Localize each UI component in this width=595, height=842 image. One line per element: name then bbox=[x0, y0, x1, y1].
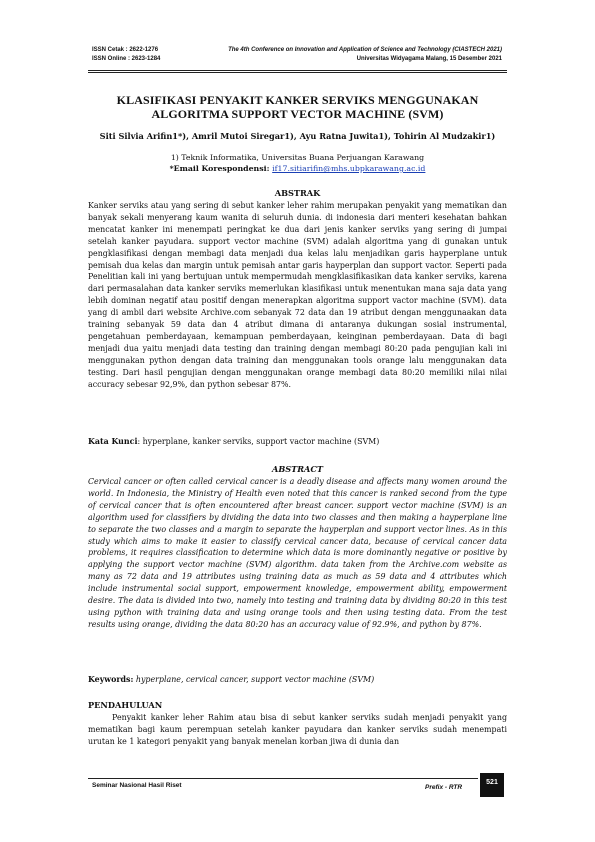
affiliation bbox=[88, 152, 507, 174]
keywords-label: Keywords: bbox=[88, 675, 134, 684]
kata-kunci bbox=[88, 437, 507, 446]
header-rule bbox=[88, 70, 507, 71]
keywords bbox=[88, 675, 507, 684]
header-rule-second bbox=[88, 72, 507, 73]
paper-title bbox=[88, 93, 507, 121]
kata-kunci-text: : hyperplane, kanker serviks, support vactor machine (SVM) bbox=[137, 437, 380, 446]
kata-kunci-label: Kata Kunci bbox=[88, 437, 138, 446]
footer-prefix: Prefix - RTR bbox=[425, 784, 463, 791]
title-line-2: ALGORITMA SUPPORT VECTOR MACHINE (SVM) bbox=[151, 107, 444, 121]
footer-rule bbox=[88, 778, 478, 779]
email-link[interactable]: if17.sitiarifin@mhs.ubpkarawang.ac.id bbox=[272, 164, 426, 173]
abstract-text: Cervical cancer or often called cervical cancer is a deadly disease and affects many women around the world. In Indonesia, the Ministry of Health even noted that this cancer is ranked second from the type of cervical cancer that is often encountered after breast cancer. support vector machine (SVM) is an algorithm used for classifiers by dividing the data into two classes and then making a hayperplane line to separate the two classes and a margin to separate the hayperplan and support vector lines. As in this study which aims to make it easier to classify cervical cancer data, because of cervical cancer data problems, it requires classification to determine which data is more dominantly negative or positive by applying the support vector machine (SVM) algorithm. data taken from the Archive.com website as many as 72 data and 19 attributes using training data as much as 59 data and 4 attributes which include instrumental social support, empowerment knowledge, empowerment ability, empowerment desire. The data is divided into two, namely into testing and training data by dividing 80:20 in this test using python with training data and using orange tools and then using testing data. From the test results using orange, dividing the data 80:20 has an accuracy value of 92.9%, and python by 87%. bbox=[88, 477, 507, 629]
pendahuluan-text: Penyakit kanker leher Rahim atau bisa di sebut kanker serviks sudah menjadi penyakit yang mematikan bagi kaum perempuan setelah kanker payudara dan kanker serviks sudah menempati urutan ke 1 kategori penyakit yang banyak menelan korban jiwa di dunia dan bbox=[88, 713, 507, 746]
conference-name: The 4th Conference on Innovation and Application of Science and Technology (CIASTECH 2021) bbox=[228, 47, 502, 53]
title-line-1: KLASIFIKASI PENYAKIT KANKER SERVIKS MENGGUNAKAN bbox=[116, 93, 479, 107]
conference-block bbox=[228, 46, 502, 64]
abstrak-text: Kanker serviks atau yang sering di sebut kanker leher rahim merupakan penyakit yang mematikan dan banyak sekali menyerang kaum wanita di seluruh dunia. di indonesia dari menteri kesehatan bahkan mencatat kanker ini menempati peringkat ke dua dari jenis kanker serviks yang sering di jumpai setelah kanker payudara. support vector machine (SVM) adalah algoritma yang di gunakan untuk pengklasifikasi dengan membagi data menjadi dua kelas lalu menjadikan garis hayperplane untuk pemisah dua kelas dan margin untuk pemisah antar garis hayperplan dan support vactor. Seperti pada Penelitian kali ini yang bertujuan untuk mempermudah mengklasifikasikan data kanker serviks, karena dari permasalahan data kanker serviks memerlukan klasifikasi untuk menentukan mana saja data yang lebih dominan negatif atau positif dengan menerapkan algoritma support vactor machine (SVM). data yang di ambil dari website Archive.com sebanyak 72 data dan 19 atribut dengan menggunaakan data training sebanyak 59 data dan 4 atribut dimana di antaranya dukungan sosial instrumental, pengetahuan pemberdayaan, kemampuan pemberdayaan, keinginan pemberdayaan. Data di bagi menjadi dua yaitu menjadi data testing dan training dengan membagi 80:20 pada pengujian kali ini menggunakan python dengan data training dan menggunakan tools orange lalu menggunakan data testing. Dari hasil pengujian dengan menggunakan orange membagi data 80:20 memiliki nilai nilai accuracy sebesar 92,9%, dan python sebesar 87%. bbox=[88, 201, 507, 389]
issn-cetak: ISSN Cetak : 2622-1276 bbox=[92, 47, 159, 53]
correspondence bbox=[88, 163, 507, 174]
institution: 1) Teknik Informatika, Universitas Buana Perjuangan Karawang bbox=[170, 153, 425, 162]
conference-venue: Universitas Widyagama Malang, 15 Desember 2021 bbox=[356, 56, 502, 62]
footer-seminar: Seminar Nasional Hasil Riset bbox=[92, 782, 182, 789]
issn-online: ISSN Online : 2623-1284 bbox=[92, 56, 161, 62]
issn-block bbox=[92, 46, 160, 64]
abstract-body bbox=[88, 476, 507, 631]
author-list: Siti Silvia Arifin1*), Amril Mutoi Siregar1), Ayu Ratna Juwita1), Tohirin Al Mudzakir1) bbox=[99, 131, 496, 141]
page-number: 521 bbox=[480, 773, 504, 797]
keywords-text: hyperplane, cervical cancer, support vector machine (SVM) bbox=[133, 675, 375, 684]
pendahuluan-heading: PENDAHULUAN bbox=[88, 700, 163, 710]
abstrak-heading: ABSTRAK bbox=[274, 188, 321, 198]
email-label: *Email Korespondensi: bbox=[169, 164, 273, 173]
abstrak-body bbox=[88, 200, 507, 391]
abstract-heading: ABSTRACT bbox=[271, 464, 324, 474]
